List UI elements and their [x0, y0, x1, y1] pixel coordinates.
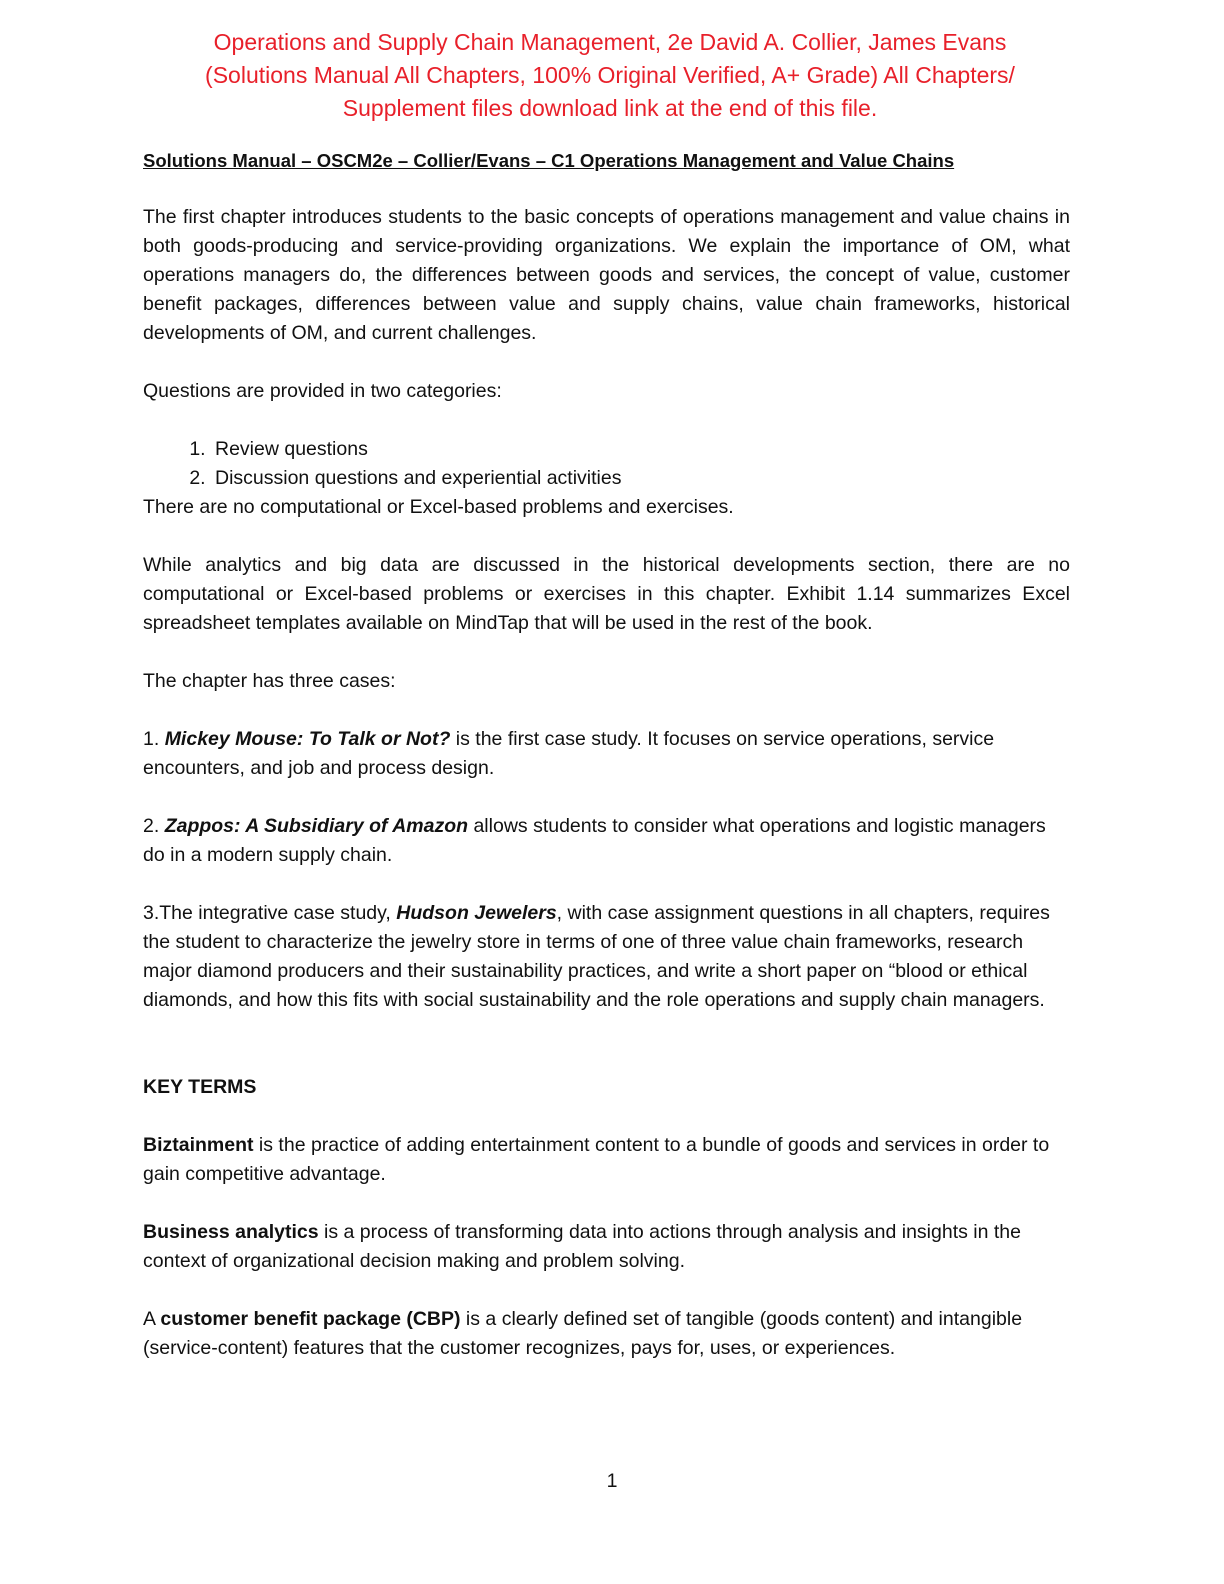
promo-line-1: Operations and Supply Chain Management, 2e David A. Collier, James Evans: [213, 29, 1007, 55]
case-1: [143, 725, 1070, 783]
promo-banner: [160, 26, 1060, 125]
term-customer-benefit-package: [143, 1305, 1070, 1363]
document-body: [143, 146, 1070, 1392]
list-item: 2. Discussion questions and experiential activities: [211, 464, 1070, 493]
term-business-analytics: [143, 1218, 1070, 1276]
case-3-prefix: 3.The integrative case study,: [143, 902, 397, 924]
analytics-paragraph: While analytics and big data are discussed in the historical developments section, there are no computational or Excel-based problems or exercises in this chapter. Exhibit 1.14 summarizes Excel spreadsheet templates available on MindTap that will be used in the rest of the book.: [143, 554, 1070, 634]
term-biztainment: [143, 1131, 1070, 1189]
case-3-text: , with case assignment questions in all chapters, requires the student to characterize the jewelry store in terms of one of three value chain frameworks, research major diamond producers and their sustainability practices, and write a short paper on “blood or ethical diamonds, and how this fits with social sustainability and the role operations and supply chain managers.: [143, 902, 1050, 1011]
case-1-text: is the first case study. It focuses on service operations, service encounters, and job and process design.: [143, 728, 995, 779]
case-2-text: allows students to consider what operations and logistic managers do in a modern supply chain.: [143, 815, 1046, 866]
term-definition: is the practice of adding entertainment content to a bundle of goods and services in order to gain competitive advantage.: [143, 1134, 1050, 1185]
term-name: Business analytics: [143, 1221, 319, 1243]
case-2-name: Zappos: A Subsidiary of Amazon: [164, 815, 469, 837]
list-item: 1. Review questions: [211, 435, 1070, 464]
intro-paragraph: The first chapter introduces students to the basic concepts of operations management and value chains in both goods-producing and service-providing organizations. We explain the importance of OM, what operations managers do, the differences between goods and services, the concept of value, customer benefit packages, differences between value and supply chains, value chain frameworks, historical developments of OM, and current challenges.: [143, 206, 1070, 344]
case-1-prefix: 1.: [143, 728, 165, 750]
term-prefix: A: [143, 1308, 161, 1330]
key-terms-heading: KEY TERMS: [143, 1076, 257, 1098]
promo-line-2: (Solutions Manual All Chapters, 100% Original Verified, A+ Grade) All Chapters/: [205, 62, 1015, 88]
case-2-prefix: 2.: [143, 815, 165, 837]
term-definition: is a clearly defined set of tangible (goods content) and intangible (service-content) features that the customer recognizes, pays for, uses, or experiences.: [143, 1308, 1023, 1359]
case-1-name: Mickey Mouse: To Talk or Not?: [164, 728, 451, 750]
page-number: 1: [606, 1470, 618, 1492]
question-types-list: [143, 435, 1070, 493]
document-title: Solutions Manual – OSCM2e – Collier/Evans – C1 Operations Management and Value Chains: [143, 150, 955, 171]
case-3: [143, 899, 1070, 1015]
no-problems-note: There are no computational or Excel-based problems and exercises.: [143, 496, 734, 518]
case-2: [143, 812, 1070, 870]
term-name: Biztainment: [143, 1134, 254, 1156]
case-3-name: Hudson Jewelers: [396, 902, 557, 924]
cases-lead: The chapter has three cases:: [143, 670, 396, 692]
promo-line-3: Supplement files download link at the end of this file.: [342, 95, 878, 121]
questions-lead: Questions are provided in two categories:: [143, 380, 502, 402]
term-name: customer benefit package (CBP): [160, 1308, 461, 1330]
term-definition: is a process of transforming data into actions through analysis and insights in the context of organizational decision making and problem solving.: [143, 1221, 1021, 1272]
